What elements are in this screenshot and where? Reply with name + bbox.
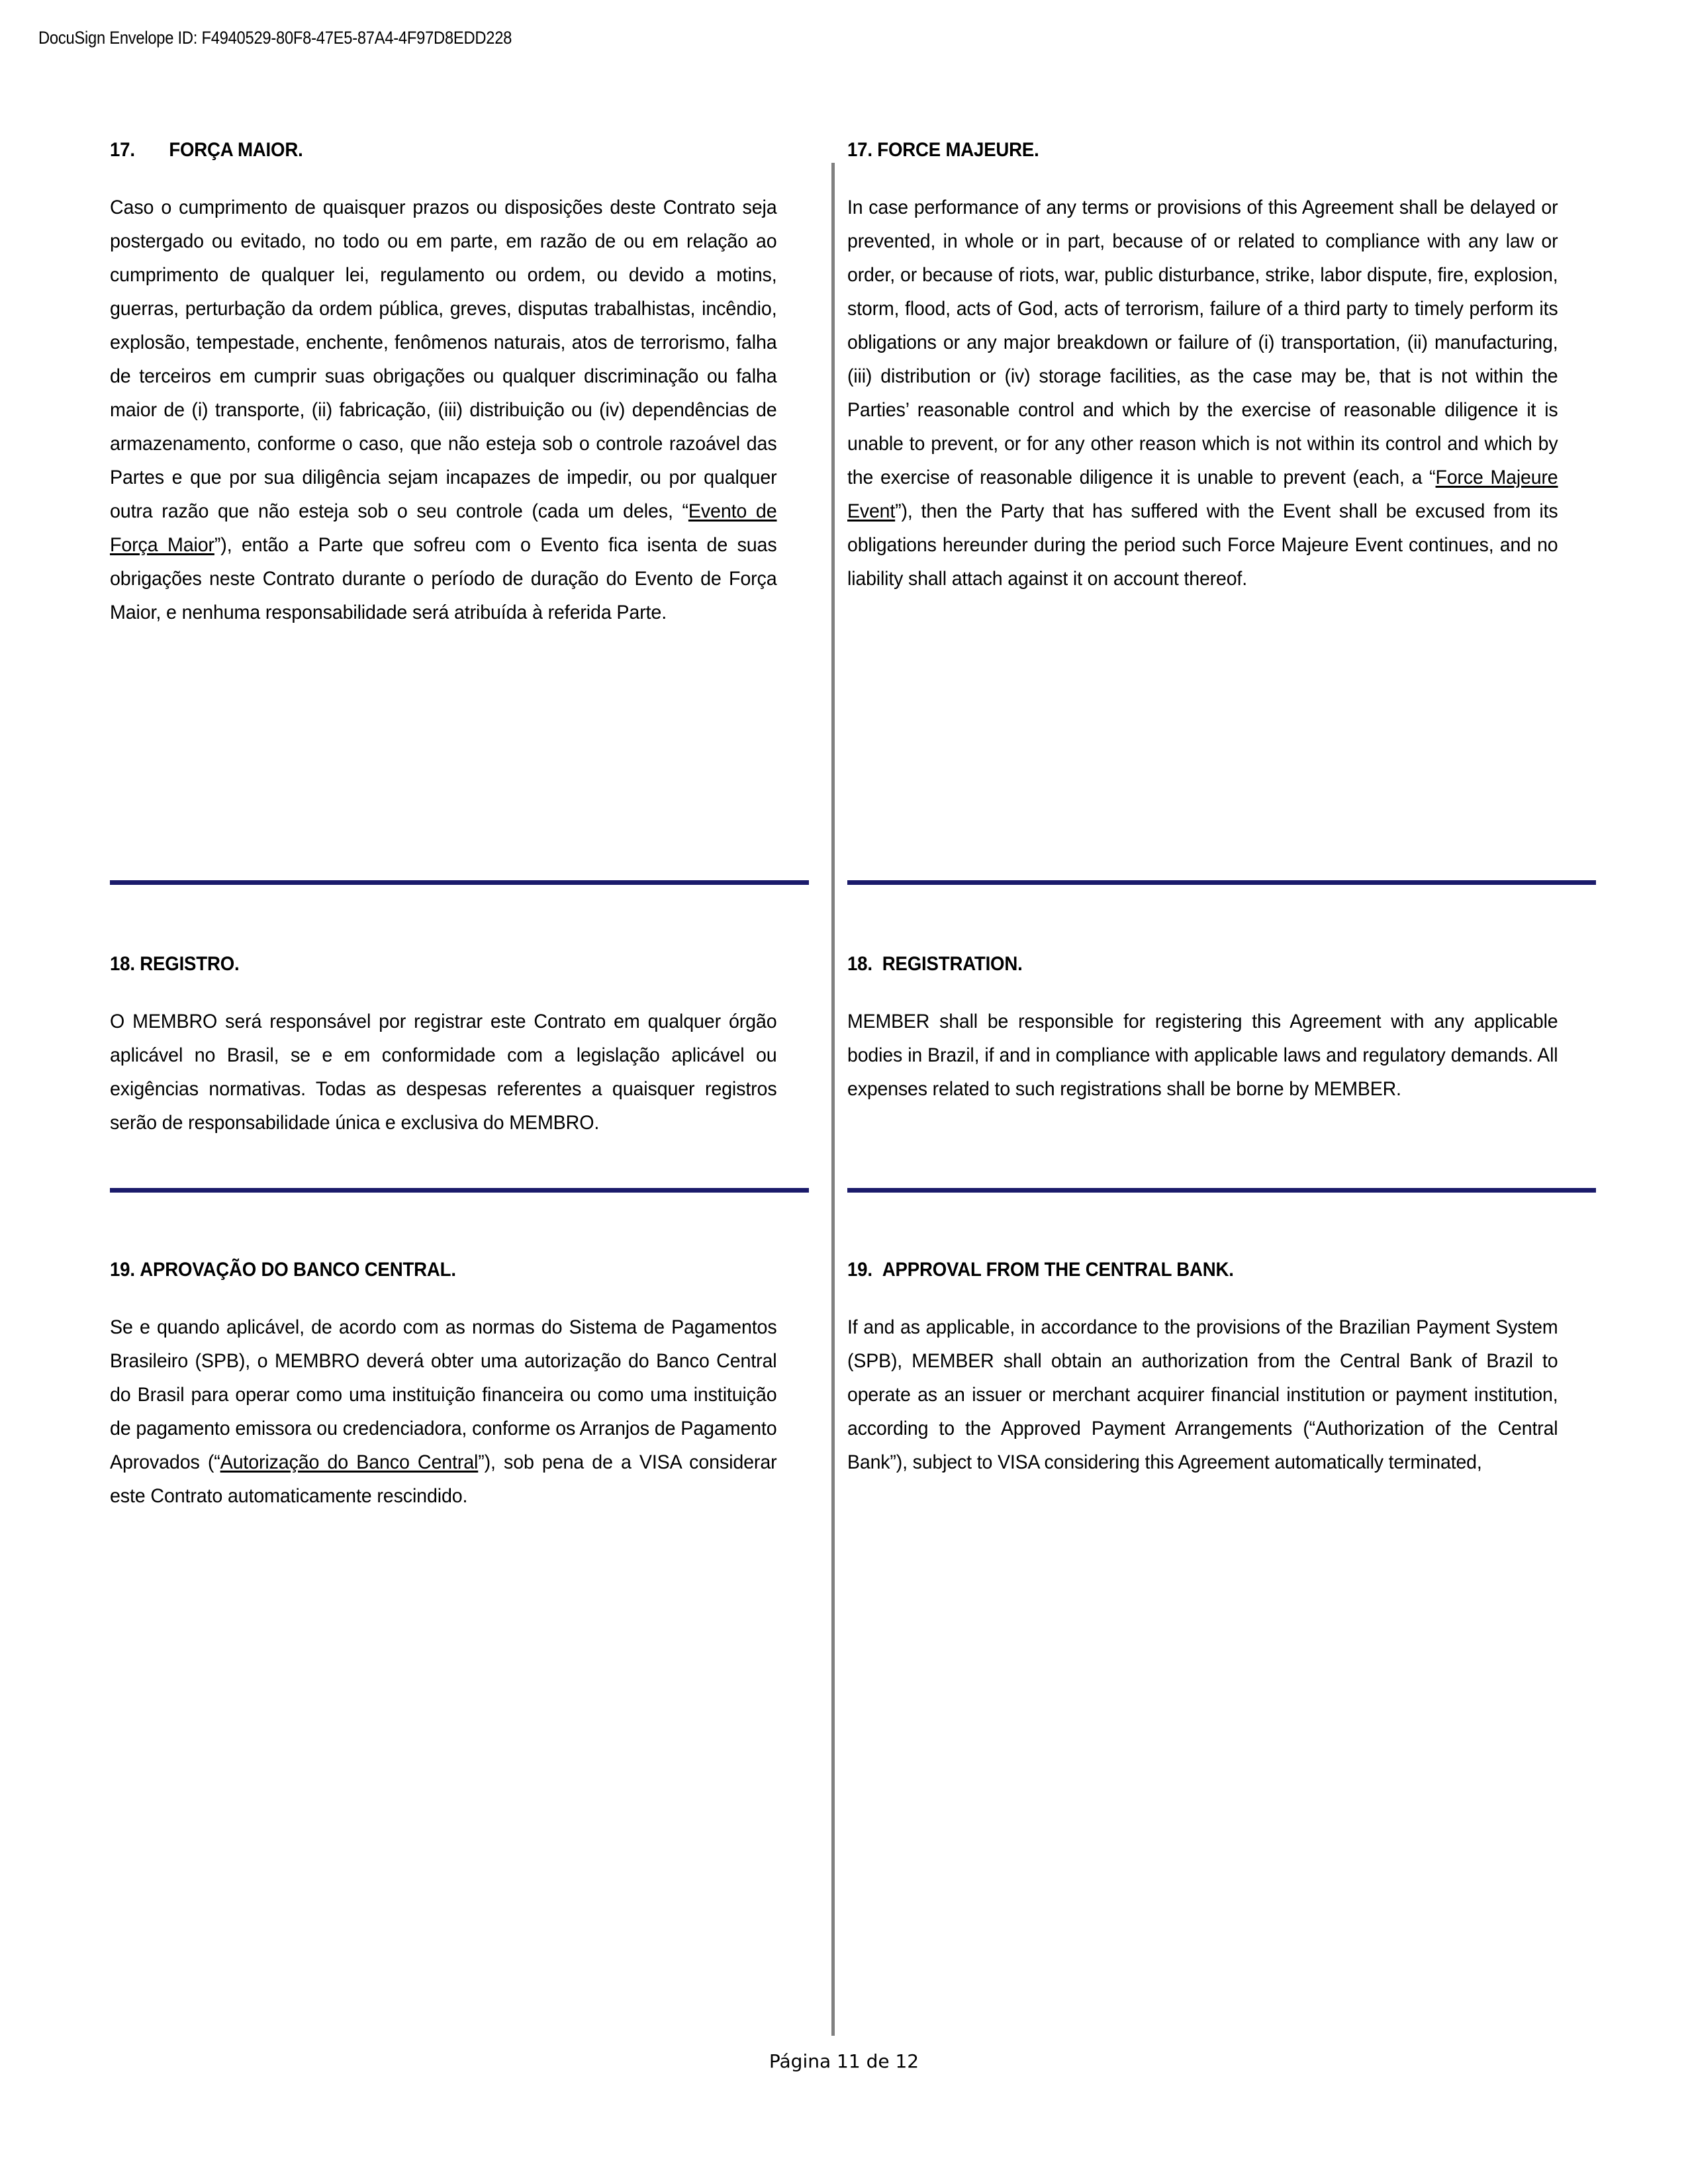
clause-19-pt-heading-title: APROVAÇÃO DO BANCO CENTRAL.	[140, 1259, 456, 1281]
clause-17-pt-heading-title: FORÇA MAIOR.	[169, 139, 303, 161]
clause-18-portuguese	[0, 953, 831, 1140]
clause-18-en-body	[847, 1005, 1558, 1106]
clause-18-pt-heading	[110, 953, 753, 976]
clause-19-en-heading-title: APPROVAL FROM THE CENTRAL BANK.	[882, 1259, 1234, 1281]
separator-row-2	[0, 1188, 1688, 1193]
clause-17-pt-body-part-1: Caso o cumprimento de quaisquer prazos ou disposições deste Contrato seja postergado ou evitado, no todo ou em parte, em razão de ou em relação ao cumprimento de qualquer lei, regulamento ou ordem, ou devido a motins, guerras, perturbação da ordem pública, greves, disputas trabalhistas, incêndio, explosão, tempestade, enchente, fenômenos naturais, atos de terrorismo, falha de terceiros em cumprir suas obrigações ou qualquer discriminação ou falha maior de (i) transporte, (ii) fabricação, (iii) distribuição ou (iv) dependências de armazenamento, conforme o caso, que não esteja sob o controle razoável das Partes e que por sua diligência sejam incapazes de impedir, ou por qualquer outra razão que não esteja sob o seu controle (cada um deles, “	[110, 197, 777, 522]
separator-bar-left-2	[110, 1188, 809, 1193]
clause-18-english	[831, 953, 1688, 1140]
clause-17-en-heading	[847, 139, 1536, 161]
clause-17-en-heading-title: FORCE MAJEURE.	[877, 139, 1039, 161]
clause-17-pt-body	[110, 191, 777, 629]
separator-bar-left	[110, 880, 809, 885]
clause-18-pt-heading-title: REGISTRO.	[140, 953, 240, 975]
page-number-footer: Página 11 de 12	[769, 2050, 919, 2072]
clause-19-pt-heading	[110, 1259, 753, 1281]
clause-17-en-body	[847, 191, 1558, 596]
separator-bar-right	[847, 880, 1596, 885]
clause-17-english	[831, 139, 1688, 629]
clause-19-pt-heading-number: 19.	[110, 1259, 135, 1281]
separator-left-wrap-2	[0, 1188, 831, 1193]
clause-18-pt-body-part-1: O MEMBRO será responsável por registrar este Contrato em qualquer órgão aplicável no Brasil, se e em conformidade com a legislação aplicável ou exigências normativas. Todas as despesas referentes a quaisquer registros serão de responsabilidade única e exclusiva do MEMBRO.	[110, 1011, 777, 1134]
clause-17-pt-heading-number: 17.	[110, 139, 135, 161]
clause-17-pt-defined-term: Evento de Força Maior	[110, 500, 777, 556]
separator-right-wrap	[831, 880, 1688, 885]
separator-left-wrap	[0, 880, 831, 885]
clause-17-pt-heading	[110, 139, 753, 161]
clause-18-pt-heading-number: 18.	[110, 953, 135, 975]
clause-19-en-heading-number: 19.	[847, 1259, 872, 1281]
separator-right-wrap-2	[831, 1188, 1688, 1193]
clause-17-en-defined-term: Force Majeure Event	[847, 467, 1558, 522]
document-page	[0, 139, 1688, 2058]
clause-18-row	[0, 953, 1688, 1140]
clause-19-pt-body-part-2: ”), sob pena de a VISA considerar este Contrato automaticamente rescindido.	[110, 1451, 777, 1507]
clause-19-en-body	[847, 1310, 1558, 1479]
clause-18-pt-body	[110, 1005, 777, 1140]
clause-18-en-heading-number: 18.	[847, 953, 872, 975]
clause-19-english	[831, 1259, 1688, 1513]
clause-19-portuguese	[0, 1259, 831, 1513]
docusign-envelope-id: DocuSign Envelope ID: F4940529-80F8-47E5-87A4-4F97D8EDD228	[38, 28, 512, 48]
clause-17-row	[0, 139, 1688, 629]
clause-18-en-body-part-1: MEMBER shall be responsible for registering this Agreement with any applicable bodies in Brazil, if and in compliance with applicable laws and regulatory demands. All expenses related to such registrations shall be borne by MEMBER.	[847, 1011, 1558, 1100]
separator-bar-right-2	[847, 1188, 1596, 1193]
clause-18-en-heading-title: REGISTRATION.	[882, 953, 1023, 975]
clause-17-portuguese	[0, 139, 831, 629]
clause-17-en-body-part-1: In case performance of any terms or provisions of this Agreement shall be delayed or prevented, in whole or in part, because of or related to compliance with any law or order, or because of riots, war, public disturbance, strike, labor dispute, fire, explosion, storm, flood, acts of God, acts of terrorism, failure of a third party to timely perform its obligations or any major breakdown or failure of (i) transportation, (ii) manufacturing, (iii) distribution or (iv) storage facilities, as the case may be, that is not within the Parties’ reasonable control and which by the exercise of reasonable diligence it is unable to prevent, or for any other reason which is not within its control and which by the exercise of reasonable diligence it is unable to prevent (each, a “	[847, 197, 1558, 488]
clause-18-en-heading	[847, 953, 1536, 976]
separator-row-1	[0, 880, 1688, 885]
clause-19-pt-defined-term: Autorização do Banco Central	[220, 1451, 479, 1473]
clause-17-pt-body-part-2: ”), então a Parte que sofreu com o Evento fica isenta de suas obrigações neste Contrato durante o período de duração do Evento de Força Maior, e nenhuma responsabilidade será atribuída à referida Parte.	[110, 534, 777, 623]
clause-19-row	[0, 1259, 1688, 1513]
clause-19-en-heading	[847, 1259, 1536, 1281]
clause-17-en-body-part-2: ”), then the Party that has suffered with the Event shall be excused from its obligations hereunder during the period such Force Majeure Event continues, and no liability shall attach against it on account thereof.	[847, 500, 1558, 590]
clause-19-pt-body	[110, 1310, 777, 1513]
clause-17-en-heading-number: 17.	[847, 139, 872, 161]
clause-19-en-body-part-1: If and as applicable, in accordance to the provisions of the Brazilian Payment System (SPB), MEMBER shall obtain an authorization from the Central Bank of Brazil to operate as an issuer or merchant acquirer financial institution or payment institution, according to the Approved Payment Arrangements (“Authorization of the Central Bank”), subject to VISA considering this Agreement automatically terminated,	[847, 1316, 1558, 1473]
clause-19-pt-body-part-1: Se e quando aplicável, de acordo com as normas do Sistema de Pagamentos Brasileiro (SPB), o MEMBRO deverá obter uma autorização do Banco Central do Brasil para operar como uma instituição financeira ou como uma instituição de pagamento emissora ou credenciadora, conforme os Arranjos de Pagamento Aprovados (“	[110, 1316, 777, 1473]
